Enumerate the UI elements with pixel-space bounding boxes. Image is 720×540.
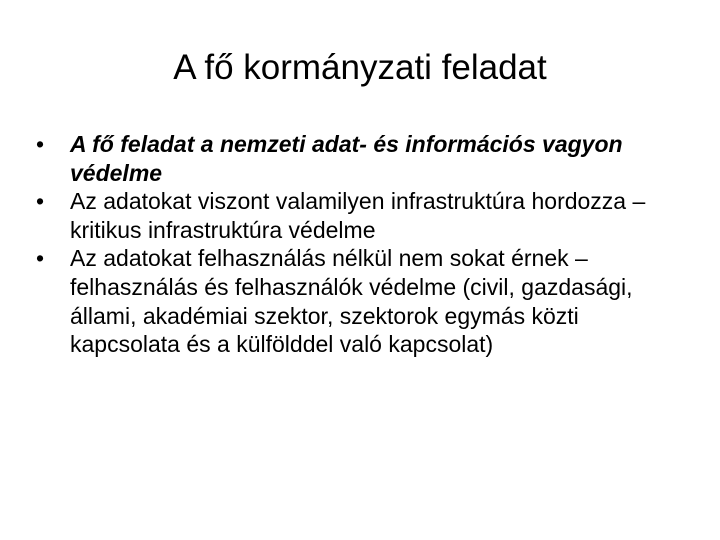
bullet-text: A fő feladat a nemzeti adat- és információs vagyon védelme <box>70 131 623 186</box>
bullet-text: Az adatokat viszont valamilyen infrastruktúra hordozza – kritikus infrastruktúra védelme <box>70 188 646 243</box>
bullet-list <box>36 130 686 359</box>
bullet-item-1 <box>36 130 686 187</box>
bullet-item-2 <box>36 187 686 244</box>
slide-title: A fő kormányzati feladat <box>173 48 547 87</box>
bullet-item-3 <box>36 244 686 358</box>
bullet-text: Az adatokat felhasználás nélkül nem sokat érnek – felhasználás és felhasználók védelme (civil, gazdasági, állami, akadémiai szektor, szektorok egymás közti kapcsolata és a külfölddel való kapcsolat) <box>70 245 633 358</box>
bullet-dot-icon: • <box>36 188 45 215</box>
bullet-dot-icon: • <box>36 131 45 157</box>
bullet-dot-icon: • <box>36 245 45 272</box>
